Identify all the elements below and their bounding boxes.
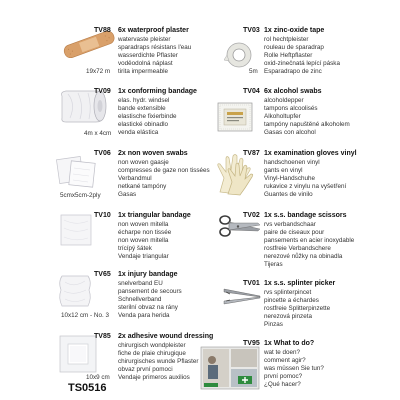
item-code: TV02 — [243, 212, 260, 219]
item-size: 19x72 m — [86, 68, 111, 75]
item-title: 1x What to do? — [264, 340, 315, 347]
item-title: 2x adhesive wound dressing — [118, 333, 214, 340]
item-title: 1x examination gloves vinyl — [264, 150, 357, 157]
item-size: 5m — [249, 68, 258, 75]
item-title: 2x non woven swabs — [118, 150, 188, 157]
item-size: 10x12 cm - No. 3 — [61, 312, 109, 319]
item-title: 1x triangular bandage — [118, 212, 191, 219]
item-code: TV01 — [243, 280, 260, 287]
item-title: 1x zinc-oxide tape — [264, 27, 325, 34]
item-translations: non woven gaasje compresses de gaze non tissées Verbandmul netkané tampóny Gasas — [118, 159, 210, 199]
item-translations: handschoenen vinyl gants en vinyl Vinyl-Handschuhe rukavice z vinylu na vyšetření Guantes de vinilo — [264, 159, 347, 199]
item-translations: wat te doen? comment agir? was müssen Sie tun? první pomoc? ¿Qué hacer? — [264, 349, 324, 389]
item-translations: elas. hydr. windsel bande extensible elastische fixierbinde elastické obinadlo venda elástica — [118, 97, 177, 137]
item-size: 10x9 cm — [86, 374, 110, 381]
item-title: 1x s.s. bandage scissors — [264, 212, 347, 219]
item-code: TV65 — [94, 271, 111, 278]
item-translations: alcoholdepper tampons alcoolisés Alkoholtupfer tampóny napuštěné alkoholem Gasas con alcohol — [264, 97, 350, 137]
tweezers-icon — [222, 284, 264, 311]
item-title: 1x injury bandage — [118, 271, 178, 278]
plaster-icon — [60, 30, 118, 63]
item-translations: rvs splinterpincet pincette a échardes rostfreie Splitterpinzette nerezová pinzeta Pinzas — [264, 289, 331, 329]
item-translations: non woven mitella écharpe non tissée non woven mitella trícípý šátek Vendaje triangular — [118, 221, 172, 261]
item-translations: rol hechtpleister rouleau de sparadrap Rolle Heftpflaster oxid-zinečnatá lepící páska Esparadrapo de zinc — [264, 36, 340, 76]
triangular-bandage-icon — [58, 212, 94, 253]
item-code: TV06 — [94, 150, 111, 157]
injury-bandage-icon — [56, 272, 96, 315]
swab-pad-icon — [56, 152, 98, 195]
item-code: TV88 — [94, 27, 111, 34]
item-title: 6x alcohol swabs — [264, 88, 322, 95]
first-aid-guide-icon — [200, 346, 260, 395]
item-translations: chirurgisch wondpleister fiche de plaie chirugique chirurgisches wunde Pflaster obvaz první pomoci Vendaje primeros auxilios — [118, 342, 199, 382]
item-size: 5cmx5cm-2ply — [60, 192, 101, 199]
item-title: 1x conforming bandage — [118, 88, 197, 95]
wound-dressing-icon — [58, 334, 98, 379]
alcohol-swab-icon — [216, 100, 256, 139]
item-code: TV03 — [243, 27, 260, 34]
item-title: 1x s.s. splinter picker — [264, 280, 336, 287]
catalog-code: TS0516 — [68, 382, 107, 394]
item-code: TV95 — [243, 340, 260, 347]
item-code: TV87 — [243, 150, 260, 157]
item-translations: watervaste pleister sparadraps résistans l'eau wasserdichte Pflaster voděodolná náplast tirita impermeable — [118, 36, 192, 76]
item-code: TV85 — [94, 333, 111, 340]
item-code: TV09 — [94, 88, 111, 95]
item-code: TV04 — [243, 88, 260, 95]
item-code: TV10 — [94, 212, 111, 219]
gloves-icon — [214, 152, 260, 201]
item-size: 4m x 4cm — [84, 130, 112, 137]
item-translations: rvs verbandschaar paire de ciseaux pour pansements en acier inoxydable rostfreie Verbandschere nerezové nůžky na obinadla Tijeras — [264, 221, 355, 269]
item-title: 6x waterproof plaster — [118, 27, 189, 34]
item-translations: snelverband EU pansement de secours Schnellverband sterilní obvaz na rány Venda para herida — [118, 280, 182, 320]
